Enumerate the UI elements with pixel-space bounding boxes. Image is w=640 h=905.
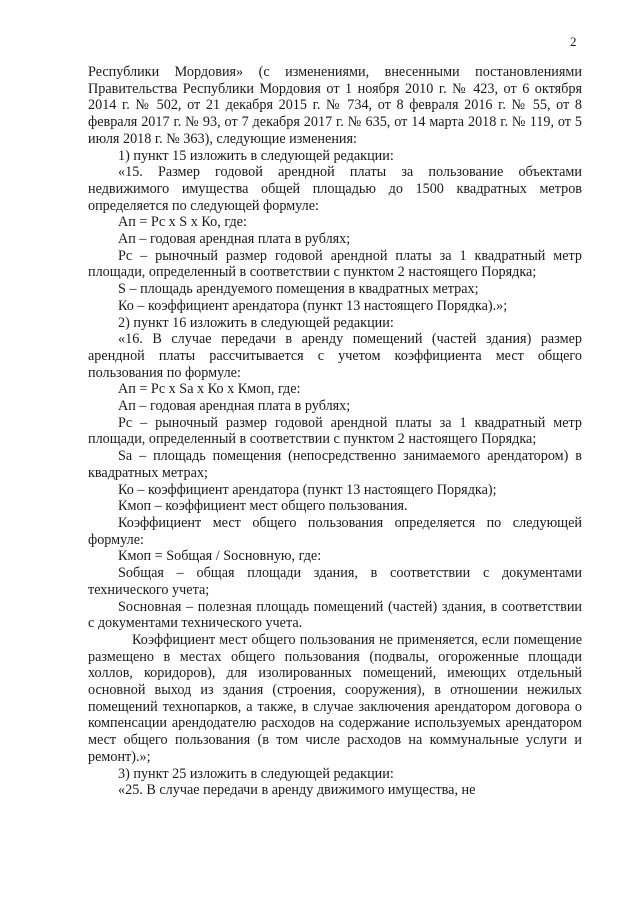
paragraph: Sa – площадь помещения (непосредственно занимаемого арендатором) в квадратных метрах; [88, 448, 582, 481]
paragraph: Ап – годовая арендная плата в рублях; [118, 398, 351, 415]
formula: Кмоп = Sобщая / Sосновную, где: [118, 548, 322, 565]
paragraph: Ко – коэффициент арендатора (пункт 13 настоящего Порядка).»; [118, 297, 508, 314]
paragraph: Коэффициент мест общего пользования не применяется, если помещение размещено в местах общего пользования (подвалы, огороженные площади холлов, коридоров), для изолированных помещений, имеющих отдельный основной выход из здания (строения, сооружения), в отношении нежилых помещений технопарков, а также, в случае заключения арендатором договора о компенсации арендодателю расходов на содержание используемых арендатором мест общего пользования (в том числе расходов на коммунальные услуги и ремонт).»; [88, 631, 582, 765]
paragraph: «15. Размер годовой арендной платы за пользование объектами недвижимого имущества общей площадью до 1500 квадратных метров определяется по следующей формуле: [88, 164, 582, 214]
paragraph: «16. В случае передачи в аренду помещений (частей здания) размер арендной платы рассчитывается с учетом коэффициента мест общего пользования по формуле: [88, 331, 582, 381]
formula: Ап = Рс x Sa x Ко x Кмоп, где: [118, 381, 301, 398]
paragraph: Sосновная – полезная площадь помещений (частей) здания, в соответствии с документами технического учета. [88, 598, 582, 632]
document-body [88, 64, 582, 799]
paragraph: Ап – годовая арендная плата в рублях; [118, 231, 351, 248]
page-number: 2 [570, 34, 577, 49]
paragraph: Рс – рыночный размер годовой арендной платы за 1 квадратный метр площади, определенный в соответствии с пунктом 2 настоящего Порядка; [88, 247, 582, 281]
paragraph: S – площадь арендуемого помещения в квадратных метрах; [118, 281, 479, 298]
paragraph: 1) пункт 15 изложить в следующей редакции: [118, 147, 394, 164]
paragraph: Sобщая – общая площади здания, в соответствии с документами технического учета; [88, 565, 582, 598]
paragraph: 2) пункт 16 изложить в следующей редакции: [118, 314, 394, 331]
paragraph: «25. В случае передачи в аренду движимого имущества, не [118, 782, 476, 799]
paragraph: Коэффициент мест общего пользования определяется по следующей формуле: [88, 514, 582, 548]
paragraph: Ко – коэффициент арендатора (пункт 13 настоящего Порядка); [118, 481, 497, 498]
paragraph: Рс – рыночный размер годовой арендной платы за 1 квадратный метр площади, определенный в соответствии с пунктом 2 настоящего Порядка; [88, 414, 582, 448]
paragraph: Республики Мордовия» (с изменениями, внесенными постановлениями Правительства Республики Мордовия от 1 ноября 2010 г. № 423, от 6 октября 2014 г. № 502, от 21 декабря 2015 г. № 734, от 8 февраля 2016 г. № 55, от 8 февраля 2017 г. № 93, от 7 декабря 2017 г. № 635, от 14 марта 2018 г. № 119, от 5 июля 2018 г. № 363), следующие изменения: [88, 64, 582, 147]
formula: Ап = Рс x S x Ко, где: [118, 214, 247, 231]
paragraph: 3) пункт 25 изложить в следующей редакции: [118, 765, 394, 782]
paragraph: Кмоп – коэффициент мест общего пользования. [118, 498, 408, 515]
